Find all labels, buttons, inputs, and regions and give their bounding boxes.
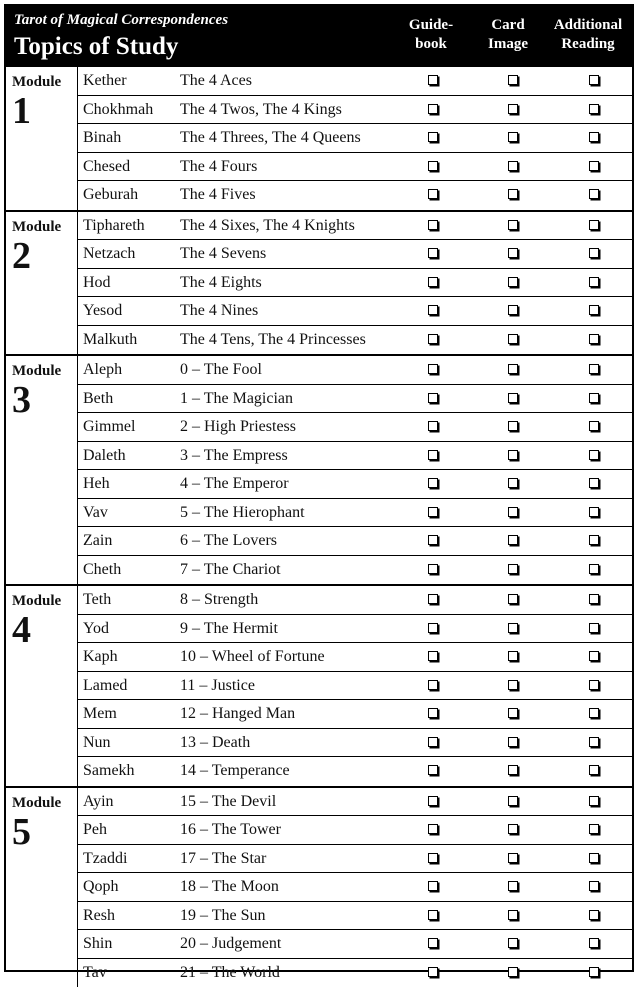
page-title: Topics of Study bbox=[14, 33, 178, 61]
guidebook-checkbox[interactable] bbox=[428, 161, 438, 171]
topic-cards: The 4 Sevens bbox=[180, 245, 266, 263]
module-label bbox=[6, 356, 78, 584]
topic-cards: 9 – The Hermit bbox=[180, 620, 278, 638]
topic-cards: 15 – The Devil bbox=[180, 793, 276, 811]
topic-cards: 14 – Temperance bbox=[180, 762, 290, 780]
module-rows bbox=[78, 67, 632, 210]
additional-reading-checkbox[interactable] bbox=[589, 796, 599, 806]
hebrew-letter: Daleth bbox=[83, 447, 126, 465]
topic-cards: 0 – The Fool bbox=[180, 361, 262, 379]
additional-reading-checkbox[interactable] bbox=[589, 132, 599, 142]
topic-cards: 20 – Judgement bbox=[180, 935, 281, 953]
guidebook-checkbox[interactable] bbox=[428, 132, 438, 142]
topic-cards: 12 – Hanged Man bbox=[180, 705, 295, 723]
additional-reading-checkbox[interactable] bbox=[589, 564, 599, 574]
table-row bbox=[78, 930, 632, 959]
additional-reading-checkbox[interactable] bbox=[589, 680, 599, 690]
hebrew-letter: Tzaddi bbox=[83, 850, 127, 868]
topic-cards: 17 – The Star bbox=[180, 850, 266, 868]
topic-cards: 7 – The Chariot bbox=[180, 561, 281, 579]
topic-cards: 16 – The Tower bbox=[180, 821, 281, 839]
hebrew-letter: Nun bbox=[83, 734, 111, 752]
topic-cards: 11 – Justice bbox=[180, 677, 255, 695]
guidebook-checkbox[interactable] bbox=[428, 104, 438, 114]
hebrew-letter: Aleph bbox=[83, 361, 122, 379]
table-row bbox=[78, 96, 632, 125]
topic-cards: The 4 Threes, The 4 Queens bbox=[180, 129, 361, 147]
additional-reading-checkbox[interactable] bbox=[589, 305, 599, 315]
hebrew-letter: Gimmel bbox=[83, 418, 135, 436]
additional-reading-checkbox[interactable] bbox=[589, 334, 599, 344]
deck-subtitle: Tarot of Magical Correspondences bbox=[14, 12, 228, 29]
module-label bbox=[6, 586, 78, 786]
table-row bbox=[78, 586, 632, 615]
topic-cards: The 4 Tens, The 4 Princesses bbox=[180, 331, 366, 349]
topic-cards: 6 – The Lovers bbox=[180, 532, 277, 550]
table-row bbox=[78, 67, 632, 96]
table-row bbox=[78, 181, 632, 210]
table-row bbox=[78, 499, 632, 528]
additional-reading-checkbox[interactable] bbox=[589, 364, 599, 374]
guidebook-checkbox[interactable] bbox=[428, 680, 438, 690]
topic-cards: 8 – Strength bbox=[180, 591, 258, 609]
module-number: 1 bbox=[12, 91, 31, 131]
additional-reading-checkbox[interactable] bbox=[589, 594, 599, 604]
additional-reading-checkbox[interactable] bbox=[589, 75, 599, 85]
hebrew-letter: Resh bbox=[83, 907, 115, 925]
card-image-checkbox[interactable] bbox=[508, 708, 518, 718]
guidebook-checkbox[interactable] bbox=[428, 507, 438, 517]
guidebook-checkbox[interactable] bbox=[428, 421, 438, 431]
hebrew-letter: Teth bbox=[83, 591, 111, 609]
guidebook-checkbox[interactable] bbox=[428, 881, 438, 891]
table-row bbox=[78, 153, 632, 182]
additional-reading-checkbox[interactable] bbox=[589, 881, 599, 891]
table-row bbox=[78, 959, 632, 987]
topic-cards: The 4 Sixes, The 4 Knights bbox=[180, 217, 355, 235]
additional-reading-checkbox[interactable] bbox=[589, 708, 599, 718]
table-row bbox=[78, 297, 632, 326]
hebrew-letter: Yesod bbox=[83, 302, 122, 320]
hebrew-letter: Ayin bbox=[83, 793, 114, 811]
card-image-checkbox[interactable] bbox=[508, 75, 518, 85]
hebrew-letter: Tav bbox=[83, 964, 107, 982]
hebrew-letter: Cheth bbox=[83, 561, 121, 579]
additional-reading-checkbox[interactable] bbox=[589, 220, 599, 230]
topic-cards: 4 – The Emperor bbox=[180, 475, 289, 493]
card-image-checkbox[interactable] bbox=[508, 450, 518, 460]
card-image-checkbox[interactable] bbox=[508, 535, 518, 545]
topic-cards: 18 – The Moon bbox=[180, 878, 279, 896]
topic-cards: 2 – High Priestess bbox=[180, 418, 296, 436]
topic-cards: The 4 Twos, The 4 Kings bbox=[180, 101, 342, 119]
table-row bbox=[78, 326, 632, 355]
hebrew-letter: Heh bbox=[83, 475, 110, 493]
guidebook-checkbox[interactable] bbox=[428, 277, 438, 287]
hebrew-letter: Zain bbox=[83, 532, 112, 550]
additional-reading-checkbox[interactable] bbox=[589, 967, 599, 977]
guidebook-checkbox[interactable] bbox=[428, 220, 438, 230]
module-label bbox=[6, 788, 78, 987]
module-block bbox=[6, 212, 632, 357]
guidebook-checkbox[interactable] bbox=[428, 765, 438, 775]
column-header-guidebook: Guide- book bbox=[394, 16, 468, 54]
card-image-checkbox[interactable] bbox=[508, 220, 518, 230]
hebrew-letter: Hod bbox=[83, 274, 111, 292]
hebrew-letter: Chokhmah bbox=[83, 101, 153, 119]
module-rows bbox=[78, 356, 632, 584]
additional-reading-checkbox[interactable] bbox=[589, 623, 599, 633]
table-row bbox=[78, 643, 632, 672]
card-image-checkbox[interactable] bbox=[508, 334, 518, 344]
topic-cards: The 4 Eights bbox=[180, 274, 262, 292]
guidebook-checkbox[interactable] bbox=[428, 708, 438, 718]
card-image-checkbox[interactable] bbox=[508, 161, 518, 171]
card-image-checkbox[interactable] bbox=[508, 623, 518, 633]
column-header-card-image: Card Image bbox=[476, 16, 540, 54]
module-block bbox=[6, 67, 632, 212]
card-image-checkbox[interactable] bbox=[508, 910, 518, 920]
guidebook-checkbox[interactable] bbox=[428, 75, 438, 85]
module-word: Module bbox=[12, 363, 61, 380]
table-row bbox=[78, 816, 632, 845]
card-image-checkbox[interactable] bbox=[508, 765, 518, 775]
guidebook-checkbox[interactable] bbox=[428, 824, 438, 834]
table-row bbox=[78, 672, 632, 701]
card-image-checkbox[interactable] bbox=[508, 967, 518, 977]
table-row bbox=[78, 757, 632, 786]
additional-reading-checkbox[interactable] bbox=[589, 478, 599, 488]
guidebook-checkbox[interactable] bbox=[428, 305, 438, 315]
card-image-checkbox[interactable] bbox=[508, 853, 518, 863]
card-image-checkbox[interactable] bbox=[508, 824, 518, 834]
additional-reading-checkbox[interactable] bbox=[589, 938, 599, 948]
module-word: Module bbox=[12, 219, 61, 236]
card-image-checkbox[interactable] bbox=[508, 189, 518, 199]
hebrew-letter: Peh bbox=[83, 821, 107, 839]
topic-cards: 19 – The Sun bbox=[180, 907, 265, 925]
table-row bbox=[78, 556, 632, 585]
hebrew-letter: Vav bbox=[83, 504, 108, 522]
additional-reading-checkbox[interactable] bbox=[589, 161, 599, 171]
card-image-checkbox[interactable] bbox=[508, 796, 518, 806]
card-image-checkbox[interactable] bbox=[508, 393, 518, 403]
additional-reading-checkbox[interactable] bbox=[589, 248, 599, 258]
card-image-checkbox[interactable] bbox=[508, 507, 518, 517]
table-row bbox=[78, 845, 632, 874]
additional-reading-checkbox[interactable] bbox=[589, 507, 599, 517]
module-rows bbox=[78, 788, 632, 987]
table-row bbox=[78, 442, 632, 471]
guidebook-checkbox[interactable] bbox=[428, 651, 438, 661]
table-row bbox=[78, 873, 632, 902]
study-checklist bbox=[4, 4, 634, 972]
additional-reading-checkbox[interactable] bbox=[589, 393, 599, 403]
topic-cards: 5 – The Hierophant bbox=[180, 504, 305, 522]
module-label bbox=[6, 212, 78, 355]
topic-cards: 1 – The Magician bbox=[180, 390, 293, 408]
hebrew-letter: Kether bbox=[83, 72, 127, 90]
card-image-checkbox[interactable] bbox=[508, 881, 518, 891]
module-number: 4 bbox=[12, 610, 31, 650]
guidebook-checkbox[interactable] bbox=[428, 535, 438, 545]
card-image-checkbox[interactable] bbox=[508, 305, 518, 315]
guidebook-checkbox[interactable] bbox=[428, 938, 438, 948]
module-block bbox=[6, 788, 632, 987]
additional-reading-checkbox[interactable] bbox=[589, 765, 599, 775]
hebrew-letter: Lamed bbox=[83, 677, 127, 695]
module-rows bbox=[78, 212, 632, 355]
guidebook-checkbox[interactable] bbox=[428, 967, 438, 977]
table-row bbox=[78, 615, 632, 644]
additional-reading-checkbox[interactable] bbox=[589, 910, 599, 920]
topics-table bbox=[6, 67, 632, 987]
guidebook-checkbox[interactable] bbox=[428, 564, 438, 574]
hebrew-letter: Geburah bbox=[83, 186, 138, 204]
additional-reading-checkbox[interactable] bbox=[589, 853, 599, 863]
table-row bbox=[78, 788, 632, 817]
additional-reading-checkbox[interactable] bbox=[589, 535, 599, 545]
table-row bbox=[78, 700, 632, 729]
card-image-checkbox[interactable] bbox=[508, 248, 518, 258]
guidebook-checkbox[interactable] bbox=[428, 450, 438, 460]
additional-reading-checkbox[interactable] bbox=[589, 421, 599, 431]
module-block bbox=[6, 586, 632, 788]
table-row bbox=[78, 212, 632, 241]
topic-cards: The 4 Fours bbox=[180, 158, 257, 176]
guidebook-checkbox[interactable] bbox=[428, 334, 438, 344]
card-image-checkbox[interactable] bbox=[508, 680, 518, 690]
topic-cards: 3 – The Empress bbox=[180, 447, 288, 465]
hebrew-letter: Shin bbox=[83, 935, 112, 953]
table-row bbox=[78, 356, 632, 385]
table-row bbox=[78, 124, 632, 153]
additional-reading-checkbox[interactable] bbox=[589, 189, 599, 199]
guidebook-checkbox[interactable] bbox=[428, 393, 438, 403]
guidebook-checkbox[interactable] bbox=[428, 478, 438, 488]
guidebook-checkbox[interactable] bbox=[428, 594, 438, 604]
table-row bbox=[78, 385, 632, 414]
additional-reading-checkbox[interactable] bbox=[589, 824, 599, 834]
card-image-checkbox[interactable] bbox=[508, 132, 518, 142]
guidebook-checkbox[interactable] bbox=[428, 796, 438, 806]
module-number: 2 bbox=[12, 236, 31, 276]
additional-reading-checkbox[interactable] bbox=[589, 651, 599, 661]
hebrew-letter: Netzach bbox=[83, 245, 135, 263]
module-word: Module bbox=[12, 74, 61, 91]
header-bar bbox=[6, 6, 632, 67]
table-row bbox=[78, 527, 632, 556]
topic-cards: The 4 Nines bbox=[180, 302, 258, 320]
table-row bbox=[78, 413, 632, 442]
hebrew-letter: Binah bbox=[83, 129, 121, 147]
guidebook-checkbox[interactable] bbox=[428, 623, 438, 633]
card-image-checkbox[interactable] bbox=[508, 478, 518, 488]
card-image-checkbox[interactable] bbox=[508, 364, 518, 374]
hebrew-letter: Mem bbox=[83, 705, 117, 723]
additional-reading-checkbox[interactable] bbox=[589, 737, 599, 747]
table-row bbox=[78, 729, 632, 758]
topic-cards: The 4 Fives bbox=[180, 186, 256, 204]
table-row bbox=[78, 269, 632, 298]
hebrew-letter: Chesed bbox=[83, 158, 130, 176]
module-number: 3 bbox=[12, 380, 31, 420]
table-row bbox=[78, 240, 632, 269]
topic-cards: The 4 Aces bbox=[180, 72, 252, 90]
module-word: Module bbox=[12, 795, 61, 812]
guidebook-checkbox[interactable] bbox=[428, 737, 438, 747]
module-number: 5 bbox=[12, 812, 31, 852]
hebrew-letter: Qoph bbox=[83, 878, 119, 896]
table-row bbox=[78, 470, 632, 499]
hebrew-letter: Malkuth bbox=[83, 331, 137, 349]
column-header-additional-reading: Additional Reading bbox=[546, 16, 630, 54]
guidebook-checkbox[interactable] bbox=[428, 364, 438, 374]
card-image-checkbox[interactable] bbox=[508, 104, 518, 114]
card-image-checkbox[interactable] bbox=[508, 564, 518, 574]
module-label bbox=[6, 67, 78, 210]
card-image-checkbox[interactable] bbox=[508, 594, 518, 604]
card-image-checkbox[interactable] bbox=[508, 651, 518, 661]
topic-cards: 10 – Wheel of Fortune bbox=[180, 648, 325, 666]
hebrew-letter: Yod bbox=[83, 620, 109, 638]
hebrew-letter: Tiphareth bbox=[83, 217, 145, 235]
additional-reading-checkbox[interactable] bbox=[589, 450, 599, 460]
module-rows bbox=[78, 586, 632, 786]
guidebook-checkbox[interactable] bbox=[428, 910, 438, 920]
topic-cards: 21 – The World bbox=[180, 964, 280, 982]
hebrew-letter: Samekh bbox=[83, 762, 135, 780]
card-image-checkbox[interactable] bbox=[508, 938, 518, 948]
card-image-checkbox[interactable] bbox=[508, 277, 518, 287]
module-word: Module bbox=[12, 593, 61, 610]
guidebook-checkbox[interactable] bbox=[428, 189, 438, 199]
guidebook-checkbox[interactable] bbox=[428, 248, 438, 258]
module-block bbox=[6, 356, 632, 586]
hebrew-letter: Beth bbox=[83, 390, 113, 408]
additional-reading-checkbox[interactable] bbox=[589, 104, 599, 114]
guidebook-checkbox[interactable] bbox=[428, 853, 438, 863]
table-row bbox=[78, 902, 632, 931]
topic-cards: 13 – Death bbox=[180, 734, 250, 752]
hebrew-letter: Kaph bbox=[83, 648, 118, 666]
card-image-checkbox[interactable] bbox=[508, 737, 518, 747]
card-image-checkbox[interactable] bbox=[508, 421, 518, 431]
additional-reading-checkbox[interactable] bbox=[589, 277, 599, 287]
